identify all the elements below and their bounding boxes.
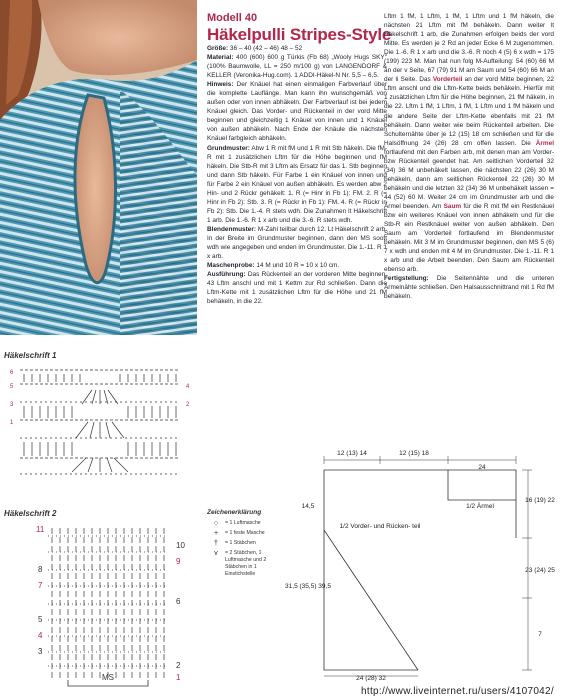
model-number: Modell 40 (207, 12, 258, 24)
para-text: für die R mit fM ein Restknäuel bzw ein weiteres Knäuel von innen abhäkeln und für die Stb-R ein Restknäuel weiter von außen abhäkeln. Den Saum am Vorderteil fortlaufend im Blendenmuster behäkeln. Mit 3 M im Grundmuster beginnen, den MS 5 (6) 7 x wdh und enden mit 4 M im Grundmuster. Die 1.-11. R 1 x arb und die Arbeit beenden. Den Saum am Rückenteil ebenso arb. (384, 202, 554, 274)
dim-left-top: 14,5 (301, 503, 315, 510)
para-label: Blendenmuster: (207, 225, 257, 233)
instruction-para (207, 225, 387, 261)
para-text: M-Zahl teilbar durch 12. Lt Häkelschrift 2 arb. In der Breite im Grundmuster beginnen, dann den MS sooft wdh wie angegeben und enden im Grundmuster. Die 1.-11. R 1 x arb. (207, 225, 387, 261)
legend-text: = 1 Luftmasche (225, 520, 261, 526)
body-outline (324, 470, 516, 670)
legend-item (207, 540, 287, 547)
dim-top-mid: 12 (15) 18 (399, 450, 429, 457)
instruction-para (384, 12, 554, 274)
legend-item (207, 550, 287, 578)
para-label: Ärmel (535, 139, 554, 147)
para-label: Fertigstellung: (384, 275, 429, 283)
para-label: Saum (443, 202, 462, 210)
row-number: 9 (176, 557, 181, 566)
legend-item (207, 520, 287, 527)
dim-left-side: 31,5 (35,5) 39,5 (285, 583, 331, 590)
dim-top-right: 24 (478, 464, 486, 471)
chart2-title: Häkelschrift 2 (4, 509, 57, 518)
double-crochet-icon: † (214, 540, 218, 547)
instruction-para (207, 261, 387, 270)
row-number: 10 (176, 541, 185, 550)
title-block (207, 12, 397, 45)
para-label: Ausführung: (207, 271, 246, 279)
legend-item (207, 530, 287, 537)
para-text: 400 (600) 600 g Türkis (Fb 68) „Wooly Hugs SKY" (100% Baumwolle, LL = 250 m/100 g) von LANGENDORF & KELLER (Veronika-Hug.com). 1 ADDI-Häkel-N Nr. 5,5 – 6,5. (207, 54, 387, 80)
para-text: Lftm 1 fM, 1 Lftm, 1 fM, 1 Lftm und 1 fM häkeln, die nächsten 21 Lftm mit fM behäkeln. Dann weiter lt Häkelschrift 1 arb, die Zunahmen erfolgen beids der vord Mitte. Es werden je 2 Rd an jeder Ecke 6 M zugenommen. Die 1.-6. R 1 x arb und die 3.-6. R noch 4 (5) 6 x wdh = 175 (199) 223 M. Man hat nun folg M-Aufteilung: 54 (60) 66 M an der v Seite, 67 (79) 91 M am Saum und 54 (60) 66 M an der li Seite. Das (384, 13, 554, 84)
dim-right-c: 7 (538, 631, 542, 638)
instruction-para (384, 274, 554, 301)
row-number: 7 (38, 581, 43, 590)
para-label: Grundmuster: (207, 144, 250, 152)
row-number: 4 (38, 631, 43, 640)
svg-text:1: 1 (10, 420, 14, 426)
single-crochet-icon: + (213, 530, 219, 537)
pattern-title: Häkelpulli Stripes-Style (207, 25, 392, 44)
svg-text:3: 3 (10, 402, 14, 408)
row-numbers (36, 525, 185, 682)
legend (207, 509, 287, 581)
dim-right-b: 23 (24) 25 (525, 567, 555, 574)
para-text: Abw 1 R mit fM und 1 R mit Stb häkeln. Die fM-R mit 1 zusätzlichen Lftm für die Höhe beginnen und fM häkeln. Die Stb-R mit 3 Lftm als Ersatz für das 1. Stb beginnen und dann Stb häkeln. Für Farbe 1 ein Knäuel von innen und für Farbe 2 ein Knäuel von außen abhäkeln. Es werden abw 2 Hin- und 2 Rückr gehäkelt: 1. R (= Hinr in Fb 1): FM. 2. R (= Hinr in Fb 2): Stb. 3. R (= Rückr in Fb 1): FM. 4. R (= Rückr in Fb 2): Stb. Die 1.-4. R stets wdh. Die Zunahmen lt Häkelschrift 1 arb. Die 1.-6. R 1 x arb und die 3.-6. R stets wdh. (207, 144, 387, 224)
row-number: 8 (38, 565, 43, 574)
source-url[interactable]: http://www.liveinternet.ru/users/4107042/ (361, 686, 554, 697)
para-text: Das Rückenteil an der vorderen Mitte beginnen, 43 Lftm anschl und mit 1 Kettm zur Rd schließen. Dann die Lftm-Kette mit 1 zusätzlichen Lftm für die Höhe und 21 fM behäkeln, in die 22. (207, 271, 387, 306)
row-number: 6 (176, 597, 181, 606)
para-text: 14 M und 10 R = 10 x 10 cm. (254, 262, 340, 270)
para-text: Die Seitennähte und die unteren Ärmelnähte schließen. Den Halsausschnittrand mit 1 Rd fM behäkeln. (384, 275, 554, 301)
dim-top-left: 12 (13) 14 (337, 450, 367, 457)
legend-text: = 1 feste Masche (225, 530, 265, 536)
instructions-right-column (384, 12, 554, 302)
model-photo (0, 0, 197, 335)
crochet-chart-2 (0, 520, 200, 692)
legend-title: Zeichenerklärung (207, 509, 262, 516)
para-text: fortlaufend mit den Farben arb, mit denen man am Vorder- bzw Rückenteil geendet hat. Am seitlichen Vorderteil 32 (34) 36 M unbehäkelt lassen, die nächsten 22 (26) 30 M behäkeln, dann am seitlichen Rückenteil 22 (26) 30 M behäkeln und die letzten 32 (34) 36 M unbehäkelt lassen = 44 (52) 60 M. Weiter 24 cm im Grundmuster arb und die Ärmel beenden. Am (384, 148, 554, 210)
instructions-left-column (207, 44, 387, 306)
dim-bottom: 24 (28) 32 (356, 675, 386, 682)
stitch-grid (48, 528, 168, 678)
chain-stitch-icon: ○ (213, 520, 219, 527)
garment-schematic (285, 448, 555, 682)
ms-label: MS (102, 673, 114, 682)
instruction-para (207, 144, 387, 225)
para-text: an der vord Mitte beginnen, 22 Lftm anschl und die Lftm-Kette beids behäkeln. Hierfür mit 1 zusätzlichen Lftm für die Höhe beginnen, 21 fM häkeln, in die 22. Lftm 1 fM, 1 Lftm, 1 fM, 1 Lftm und 1 fM häkeln und die andere Seite der Lftm-Kette ebenfalls mit 21 fM behäkeln. Dann weiter wie beim Rückenteil arbeiten. Die Schulternähte über je 12 (15) 18 cm schließen und für die Halsöffnung 24 (26) 28 cm offen lassen. Die (384, 76, 554, 147)
instruction-para (207, 53, 387, 80)
crochet-chart-1 (0, 362, 200, 482)
pullover-photo (0, 0, 197, 335)
row-number: 11 (36, 525, 45, 534)
para-text: Der Knäuel hat einen einmaligen Farbverlauf über die komplette Lauflänge. Man kann ihn wunschgemäß von außen oder von innen abhäkeln. Der Farbverlauf ist bei jedem Knäuel gleich. Das Vorder- und Rückenteil in der vord Mitte beginnen und gleichzeitig 1 Knäuel von innen und 1 Knäuel von außen abhäkeln. Nach Ende der Knäule die nächsten Knäuel farbgleich abhäkeln. (207, 81, 387, 143)
shell-stitch-icon: ⋎ (213, 550, 219, 557)
para-label: Größe: (207, 45, 229, 52)
sleeve-label: 1/2 Ärmel (466, 503, 494, 510)
dim-right-a: 16 (19) 22 (525, 497, 555, 504)
svg-text:5: 5 (10, 384, 14, 390)
instruction-para (207, 270, 387, 306)
para-text: 36 – 40 (42 – 46) 48 – 52 (228, 45, 303, 52)
row-number: 5 (38, 615, 43, 624)
chart1-title: Häkelschrift 1 (4, 351, 57, 360)
row-number: 3 (38, 647, 43, 656)
row-number: 2 (176, 661, 181, 670)
row-number: 1 (176, 673, 181, 682)
para-label: Hinweis: (207, 81, 234, 89)
stitch-ticks (24, 374, 176, 456)
instruction-para (207, 80, 387, 143)
body-label: 1/2 Vorder- und Rücken- teil (339, 523, 421, 530)
para-label: Material: (207, 54, 234, 62)
legend-text: = 2 Stäbchen, 1 Luftmasche und 2 Stäbchen in 1 Einstichstelle (225, 550, 267, 577)
para-label: Maschenprobe: (207, 262, 255, 270)
svg-text:2: 2 (186, 402, 190, 408)
svg-text:4: 4 (186, 384, 190, 390)
para-label: Vorderteil (432, 76, 463, 84)
legend-text: = 1 Stäbchen (225, 540, 256, 546)
instruction-para (207, 44, 387, 53)
svg-text:6: 6 (10, 370, 14, 376)
